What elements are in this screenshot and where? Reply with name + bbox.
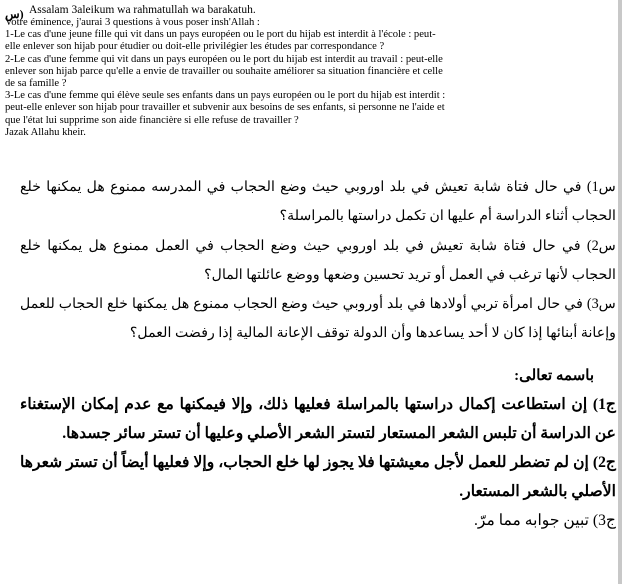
french-line: peut-elle enlever son hijab pour travailler et subvenir aux besoins de ses enfants, si personne ne l'aide et — [5, 102, 445, 114]
arabic-questions — [20, 173, 616, 349]
french-line: Jazak Allahu kheir. — [5, 126, 86, 138]
french-line: que l'état lui supprime son aide financière si elle refuse de travailler ? — [5, 114, 299, 126]
french-line: Votre éminence, j'aurai 3 questions à vous poser insh'Allah : — [5, 17, 260, 28]
arabic-question-1: س1) في حال فتاة شابة تعيش في بلد اوروبي حيث وضع الحجاب في المدرسه ممنوع هل يمكنها خلع الحجاب أثناء الدراسة أم عليها ان تكمل دراستها بالمراسلة؟ — [20, 179, 616, 225]
arabic-question-3: س3) في حال امرأة تربي أولادها في بلد أوروبي حيث وضع الحجاب ممنوع هل يمكنها خلع الحجاب للعمل وإعانة أبنائها إذا كان لا أحد يساعدها وأن الدولة توقف الإعانة المالية إذا رفضت العمل؟ — [20, 296, 616, 342]
answer-1: ج1) إن استطاعت إكمال دراستها بالمراسلة فعليها ذلك، وإلا فيمكنها مع عدم إمكان الإستغناء عن الدراسة أن تلبس الشعر المستعار لتستر الشعر الأصلي وعليها أن تستر سائر جسدها. — [20, 396, 616, 442]
greeting-line: Assalam 3aleikum wa rahmatullah wa barakatuh. — [29, 4, 256, 16]
arabic-answers — [20, 390, 616, 535]
french-line: elle enlever son hijab pour étudier ou doit-elle privilégier les études par correspondance ? — [5, 41, 385, 53]
page-edge-divider — [618, 0, 622, 584]
answer-heading: باسمه تعالى: — [514, 368, 594, 384]
french-line: de sa famille ? — [5, 78, 67, 90]
question-marker: س) — [5, 7, 24, 21]
french-line: 2-Le cas d'une femme qui vit dans un pays européen ou le port du hijab est interdit au travail : peut-elle — [5, 53, 443, 65]
answer-3: ج3) تبين جوابه مما مرّ. — [474, 512, 616, 529]
french-line: 3-Le cas d'une femme qui élève seule ses enfants dans un pays européen ou le port du hijab est interdit : — [5, 90, 446, 102]
french-line: enlever son hijab parce qu'elle a envie de travailler ou souhaite améliorer sa situation financière et celle — [5, 65, 443, 77]
arabic-question-2: س2) في حال فتاة شابة تعيش في بلد اوروبي حيث وضع الحجاب في العمل ممنوع هل يمكنها خلع الحجاب لأنها ترغب في العمل أو تريد تحسين وضعها ووضع عائلتها المال؟ — [20, 237, 616, 283]
french-line: 1-Le cas d'une jeune fille qui vit dans un pays européen ou le port du hijab est interdit à l'école : peut- — [5, 29, 436, 41]
french-question-block — [5, 4, 609, 139]
answer-2: ج2) إن لم تضطر للعمل لأجل معيشتها فلا يجوز لها خلع الحجاب، وإلا فعليها أيضاً أن تستر شعرها الأصلي بالشعر المستعار. — [20, 454, 616, 500]
